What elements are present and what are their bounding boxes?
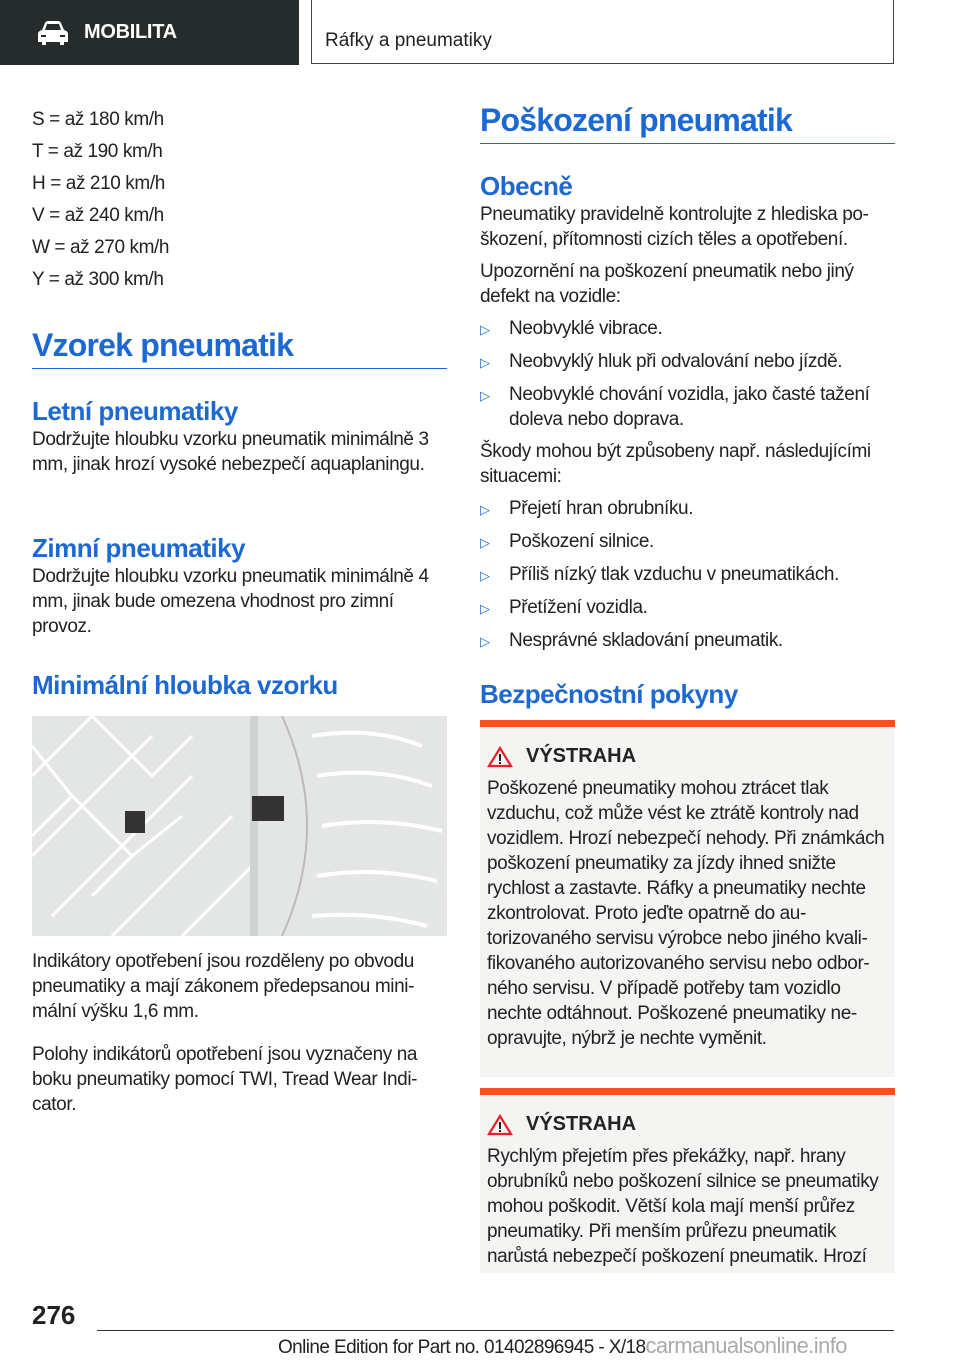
footer	[278, 1333, 847, 1359]
speed-item: H = až 210 km/h	[32, 173, 165, 194]
heading-min-depth: Minimální hloubka vzorku	[32, 670, 338, 700]
warning-triangle-icon	[487, 746, 513, 768]
heading-winter: Zimní pneumatiky	[32, 533, 246, 563]
triangle-bullet-icon: ▷	[480, 535, 490, 550]
section-title: MOBILITA	[84, 21, 177, 43]
summer-text: Dodržujte hloubku vzorku pneumatik minimálně 3 mm, jinak hrozí vysoké nebezpečí aquaplaningu.	[32, 429, 429, 475]
triangle-bullet-icon: ▷	[480, 388, 490, 403]
triangle-bullet-icon: ▷	[480, 568, 490, 583]
speed-item: V = až 240 km/h	[32, 205, 164, 226]
heading-tread: Vzorek pneumatik	[32, 327, 447, 369]
twi-text-2: Polohy indikátorů opotřebení jsou vyznačeny na boku pneumatiky pomocí TWI, Tread Wear Indicator.	[32, 1044, 418, 1115]
chapter-tab	[311, 0, 894, 64]
list-item: ▷ Přejetí hran obrubníku.	[480, 496, 895, 522]
warning-triangle-icon	[487, 1114, 513, 1136]
chapter-title: Ráfky a pneumatiky	[325, 30, 492, 51]
list-item: ▷ Přetížení vozidla.	[480, 595, 895, 621]
speed-item: S = až 180 km/h	[32, 109, 164, 130]
notice-text: Upozornění na poškození pneumatik nebo jiný defekt na vozidle:	[480, 261, 854, 307]
warning-box	[480, 1088, 895, 1273]
tread-wear-indicator-illustration	[32, 716, 447, 936]
triangle-bullet-icon: ▷	[480, 322, 490, 337]
list-item: ▷ Neobvyklý hluk při odvalování nebo jízdě.	[480, 349, 895, 375]
edition-text: Online Edition for Part no. 01402896945 - X/18	[278, 1337, 646, 1358]
triangle-bullet-icon: ▷	[480, 601, 490, 616]
speed-item: T = až 190 km/h	[32, 141, 163, 162]
warning-title: VÝSTRAHA	[526, 745, 637, 767]
general-text: Pneumatiky pravidelně kontrolujte z hlediska poškození, přítomnosti cizích těles a opotřebení.	[480, 204, 869, 250]
warning-text: Rychlým přejetím přes překážky, např. hrany obrubníků nebo poškození silnice se pneumatiky mohou poškodit. Větší kola mají menší průřez pneumatiky. Při menším průřezu pneumatik narůstá nebezpečí poškození pneumatik. Hrozí	[487, 1146, 879, 1267]
warning-text: Poškozené pneumatiky mohou ztrácet tlak vzduchu, což může vést ke ztrátě kontroly nad vozidlem. Hrozí nebezpečí nehody. Při známkách poškození pneumatiky za jízdy ihned snižte rychlost a zastavte. Ráfky a pneumatiky nechte zkontrolovat. Proto jeďte opatrně do autorizovaného servisu výrobce nebo jiného kvalifikovaného autorizovaného servisu nebo odborného servisu. V případě potřeby tam vozidlo nechte odtáhnout. Poškozené pneumatiky neopravujte, nýbrž je nechte vyměnit.	[487, 778, 885, 1049]
list-item: ▷ Nesprávné skladování pneumatik.	[480, 628, 895, 654]
warning-title: VÝSTRAHA	[526, 1113, 637, 1135]
damage-text: Škody mohou být způsobeny např. následujícími situacemi:	[480, 441, 871, 487]
list-item: ▷ Poškození silnice.	[480, 529, 895, 555]
speed-list	[32, 104, 447, 296]
twi-text-1: Indikátory opotřebení jsou rozděleny po obvodu pneumatiky a mají zákonem předepsanou minimální výšku 1,6 mm.	[32, 951, 415, 1022]
heading-general: Obecně	[480, 171, 573, 201]
car-icon	[36, 20, 70, 46]
triangle-bullet-icon: ▷	[480, 502, 490, 517]
list-item: ▷ Neobvyklé chování vozidla, jako časté tažení doleva nebo doprava.	[480, 384, 870, 430]
heading-summer: Letní pneumatiky	[32, 396, 238, 426]
page-number: 276	[32, 1300, 76, 1330]
heading-safety: Bezpečnostní pokyny	[480, 679, 738, 709]
section-tab	[0, 0, 299, 65]
triangle-bullet-icon: ▷	[480, 355, 490, 370]
speed-item: Y = až 300 km/h	[32, 269, 164, 290]
warning-box	[480, 720, 895, 1077]
list-item: ▷ Neobvyklé vibrace.	[480, 316, 895, 342]
triangle-bullet-icon: ▷	[480, 634, 490, 649]
speed-item: W = až 270 km/h	[32, 237, 170, 258]
watermark: carmanualsonline.info	[645, 1333, 847, 1358]
heading-damage: Poškození pneumatik	[480, 102, 895, 144]
list-item: ▷ Příliš nízký tlak vzduchu v pneumatikách.	[480, 562, 895, 588]
footer-divider	[97, 1330, 894, 1331]
winter-text: Dodržujte hloubku vzorku pneumatik minimálně 4 mm, jinak bude omezena vhodnost pro zimní provoz.	[32, 566, 429, 637]
